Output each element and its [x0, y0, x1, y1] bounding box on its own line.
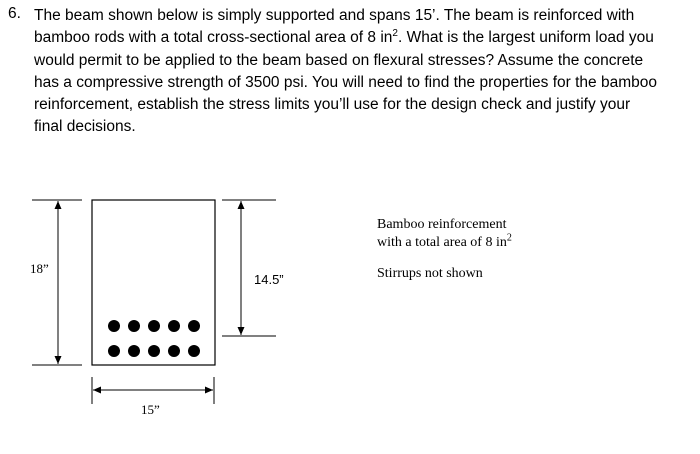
rebar-dot: [128, 320, 140, 332]
height-label: 18”: [30, 261, 49, 276]
question-line-1: The beam shown below is simply supported and spans 15’. The beam is reinforced with: [34, 7, 635, 24]
rebar-dot: [148, 345, 160, 357]
question-line-6: final decisions.: [34, 118, 136, 136]
reinforcement-note-line-2: [377, 232, 512, 251]
rebar-dot: [148, 320, 160, 332]
rebar-dot: [168, 320, 180, 332]
rebar-dot: [188, 320, 200, 332]
depth-dimension: [222, 200, 276, 336]
rebar-dot: [188, 345, 200, 357]
question-line-3: would permit to be applied to the beam based on flexural stresses? Assume the concrete: [34, 51, 644, 69]
question-line-4: has a compressive strength of 3500 psi. You will need to find the properties for the bamboo: [34, 73, 657, 91]
question-line-5: reinforcement, establish the stress limits you’ll use for the design check and justify your: [34, 96, 631, 114]
depth-label: 14.5”: [254, 272, 284, 287]
rebar-dot: [168, 345, 180, 357]
height-dimension: [32, 200, 82, 365]
rebar-dot: [108, 320, 120, 332]
question-line-2-tail: . What is the largest uniform load you: [397, 29, 654, 47]
beam-section: [92, 200, 215, 365]
reinforcement-note-line-1: Bamboo reinforcement: [377, 217, 507, 232]
reinforcement-note-text: with a total area of 8 in: [377, 235, 507, 250]
rebar-dot: [108, 345, 120, 357]
reinforcement-superscript: 2: [506, 232, 512, 244]
width-label: 15”: [141, 402, 160, 417]
width-dimension: [92, 377, 214, 404]
superscript-2: 2: [392, 28, 398, 40]
question-number: 6.: [8, 5, 21, 22]
stirrups-note: Stirrups not shown: [377, 266, 483, 281]
bamboo-rebars: [108, 320, 200, 357]
rebar-dot: [128, 345, 140, 357]
question-line-2-text: bamboo rods with a total cross-sectional area of 8 in: [34, 29, 393, 47]
